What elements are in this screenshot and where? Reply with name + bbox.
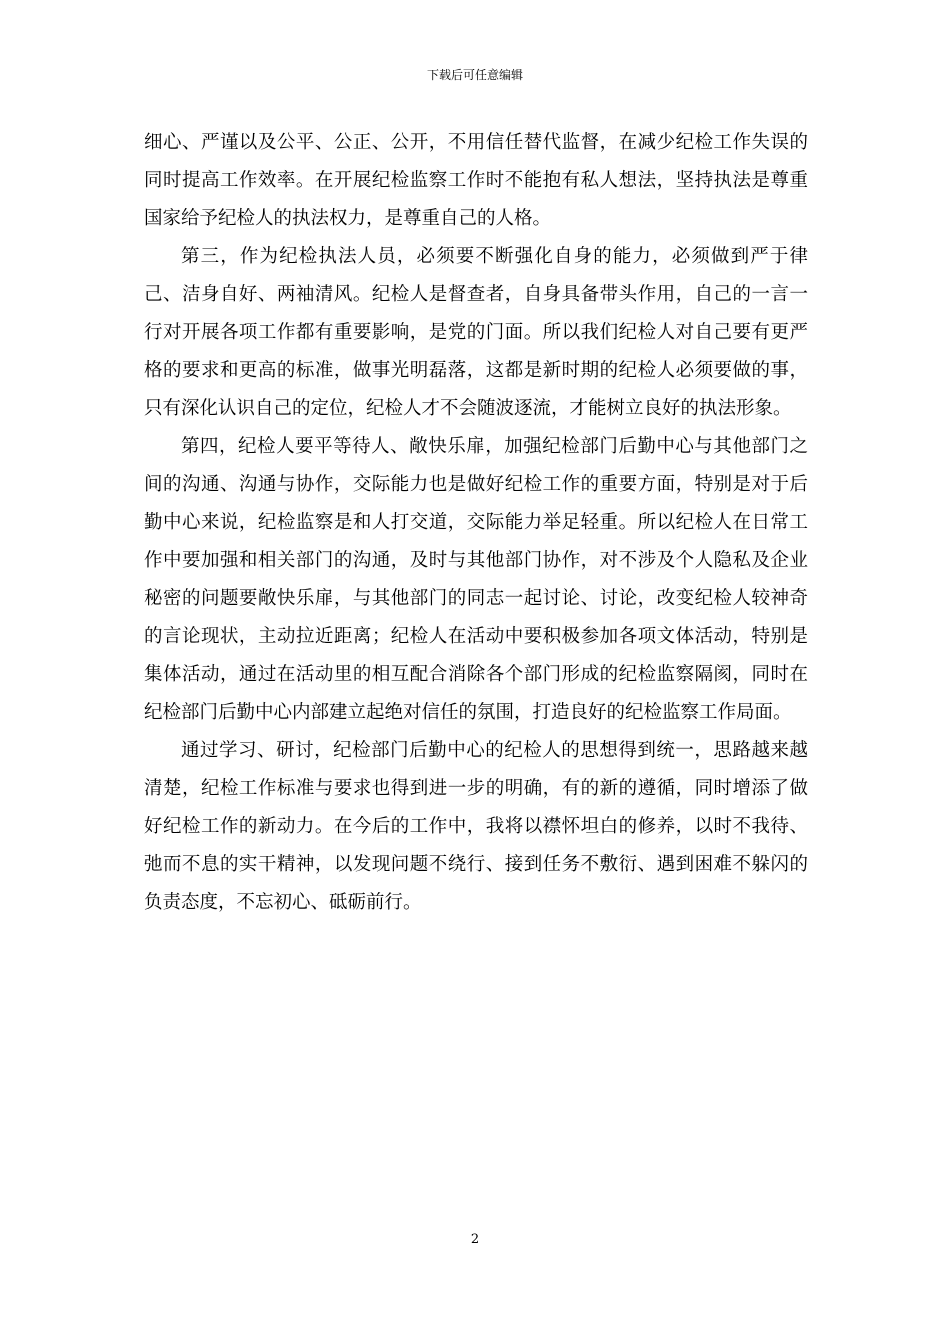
paragraph-third-point: 第三，作为纪检执法人员，必须要不断强化自身的能力，必须做到严于律己、洁身自好、两袖清风。纪检人是督查者，自身具备带头作用，自己的一言一行对开展各项工作都有重要影响，是党的门面。所以我们纪检人对自己要有更严格的要求和更高的标准，做事光明磊落，这都是新时期的纪检人必须要做的事，只有深化认识自己的定位，纪检人才不会随波逐流，才能树立良好的执法形象。 (144, 246, 808, 419)
page-number: 2 (470, 1232, 480, 1247)
page-header: 下载后可任意编辑 (426, 68, 523, 82)
paragraph-continuation: 细心、严谨以及公平、公正、公开，不用信任替代监督，在减少纪检工作失误的同时提高工作效率。在开展纪检监察工作时不能抱有私人想法，坚持执法是尊重国家给予纪检人的执法权力，是尊重自己的人格。 (144, 132, 808, 229)
paragraph-conclusion: 通过学习、研讨，纪检部门后勤中心的纪检人的思想得到统一，思路越来越清楚，纪检工作标准与要求也得到进一步的明确，有的新的遵循，同时增添了做好纪检工作的新动力。在今后的工作中，我将以襟怀坦白的修养，以时不我待、弛而不息的实干精神，以发现问题不绕行、接到任务不敷衍、遇到困难不躲闪的负责态度，不忘初心、砥砺前行。 (144, 740, 808, 913)
paragraph-fourth-point: 第四，纪检人要平等待人、敞快乐扉，加强纪检部门后勤中心与其他部门之间的沟通、沟通与协作，交际能力也是做好纪检工作的重要方面，特别是对于后勤中心来说，纪检监察是和人打交道，交际能力举足轻重。所以纪检人在日常工作中要加强和相关部门的沟通，及时与其他部门协作，对不涉及个人隐私及企业秘密的问题要敞快乐扉，与其他部门的同志一起讨论、讨论，改变纪检人较神奇的言论现状，主动拉近距离；纪检人在活动中要积极参加各项文体活动，特别是集体活动，通过在活动里的相互配合消除各个部门形成的纪检监察隔阂，同时在纪检部门后勤中心内部建立起绝对信任的氛围，打造良好的纪检监察工作局面。 (144, 436, 808, 723)
document-body (144, 124, 808, 922)
